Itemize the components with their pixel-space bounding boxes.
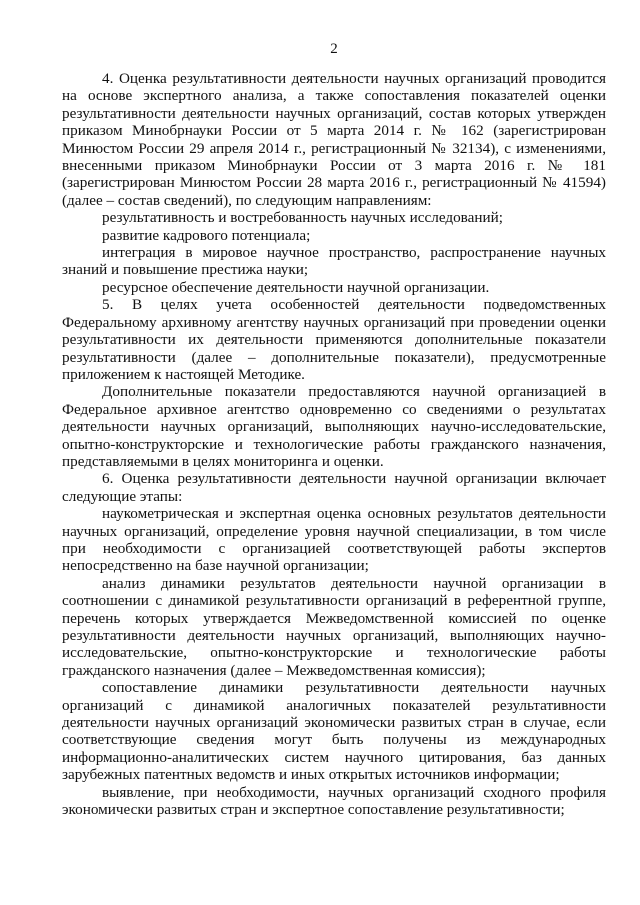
paragraph-direction-personnel: развитие кадрового потенциала; bbox=[102, 226, 311, 244]
paragraph-direction-integration: интеграция в мировое научное пространство, распространение научных знаний и повышение престижа науки; bbox=[62, 244, 606, 279]
page-number: 2 bbox=[330, 41, 338, 57]
paragraph-stage-identification: выявление, при необходимости, научных организаций сходного профиля экономически развитых стран и экспертное сопоставление результативности; bbox=[62, 783, 606, 819]
paragraph-direction-resources: ресурсное обеспечение деятельности научной организации. bbox=[102, 278, 490, 296]
paragraph-direction-research: результативность и востребованность научных исследований; bbox=[102, 209, 503, 227]
paragraph-stage-dynamics-analysis: анализ динамики результатов деятельности научной организации в соотношении с динамикой результативности организаций в референтной группе, перечень которых утверждается Межведомственной комиссией по оценке результативности деятельности научных организаций, выполняющих научно-исследовательские, опытно-конструкторские и технологические работы гражданского назначения (далее – Межведомственная комиссия); bbox=[62, 574, 606, 679]
paragraph-stage-comparison: сопоставление динамики результативности деятельности научных организаций с динамикой аналогичных показателей результативности деятельности научных организаций экономически развитых стран в случае, если соответствующие сведения могут быть получены из международных информационно-аналитических систем научного цитирования, баз данных зарубежных патентных ведомств и иных открытых источников информации; bbox=[62, 679, 606, 784]
paragraph-item-4: 4. Оценка результативности деятельности научных организаций проводится на основе экспертного анализа, а также сопоставления показателей оценки результативности деятельности научных организаций, состав которых утвержден приказом Минобрнауки России от 5 марта 2014 г. № 162 (зарегистрирован Минюстом России 29 апреля 2014 г., регистрационный № 32134), с изменениями, внесенными приказом Минобрнауки России от 3 марта 2016 г. № 181 (зарегистрирован Минюстом России 28 марта 2016 г., регистрационный № 41594) (далее – состав сведений), по следующим направлениям: bbox=[62, 70, 606, 209]
paragraph-item-6: 6. Оценка результативности деятельности научной организации включает следующие этапы: bbox=[62, 470, 606, 505]
paragraph-item-5: 5. В целях учета особенностей деятельности подведомственных Федеральному архивному агентству научных организаций при проведении оценки результативности их деятельности применяются дополнительные показатели результативности (далее – дополнительные показатели), предусмотренные приложением к настоящей Методике. bbox=[62, 296, 606, 383]
paragraph-additional-indicators: Дополнительные показатели предоставляются научной организацией в Федеральное архивное агентство одновременно со сведениями о результатах деятельности научных организаций, выполняющих научно-исследовательские, опытно-конструкторские и технологические работы гражданского назначения, представляемыми в целях мониторинга и оценки. bbox=[62, 383, 606, 470]
paragraph-stage-scientometric: наукометрическая и экспертная оценка основных результатов деятельности научных организаций, определение уровня научной специализации, в том числе при необходимости с организацией соответствующей работы экспертов непосредственно на базе научной организации; bbox=[62, 505, 606, 575]
